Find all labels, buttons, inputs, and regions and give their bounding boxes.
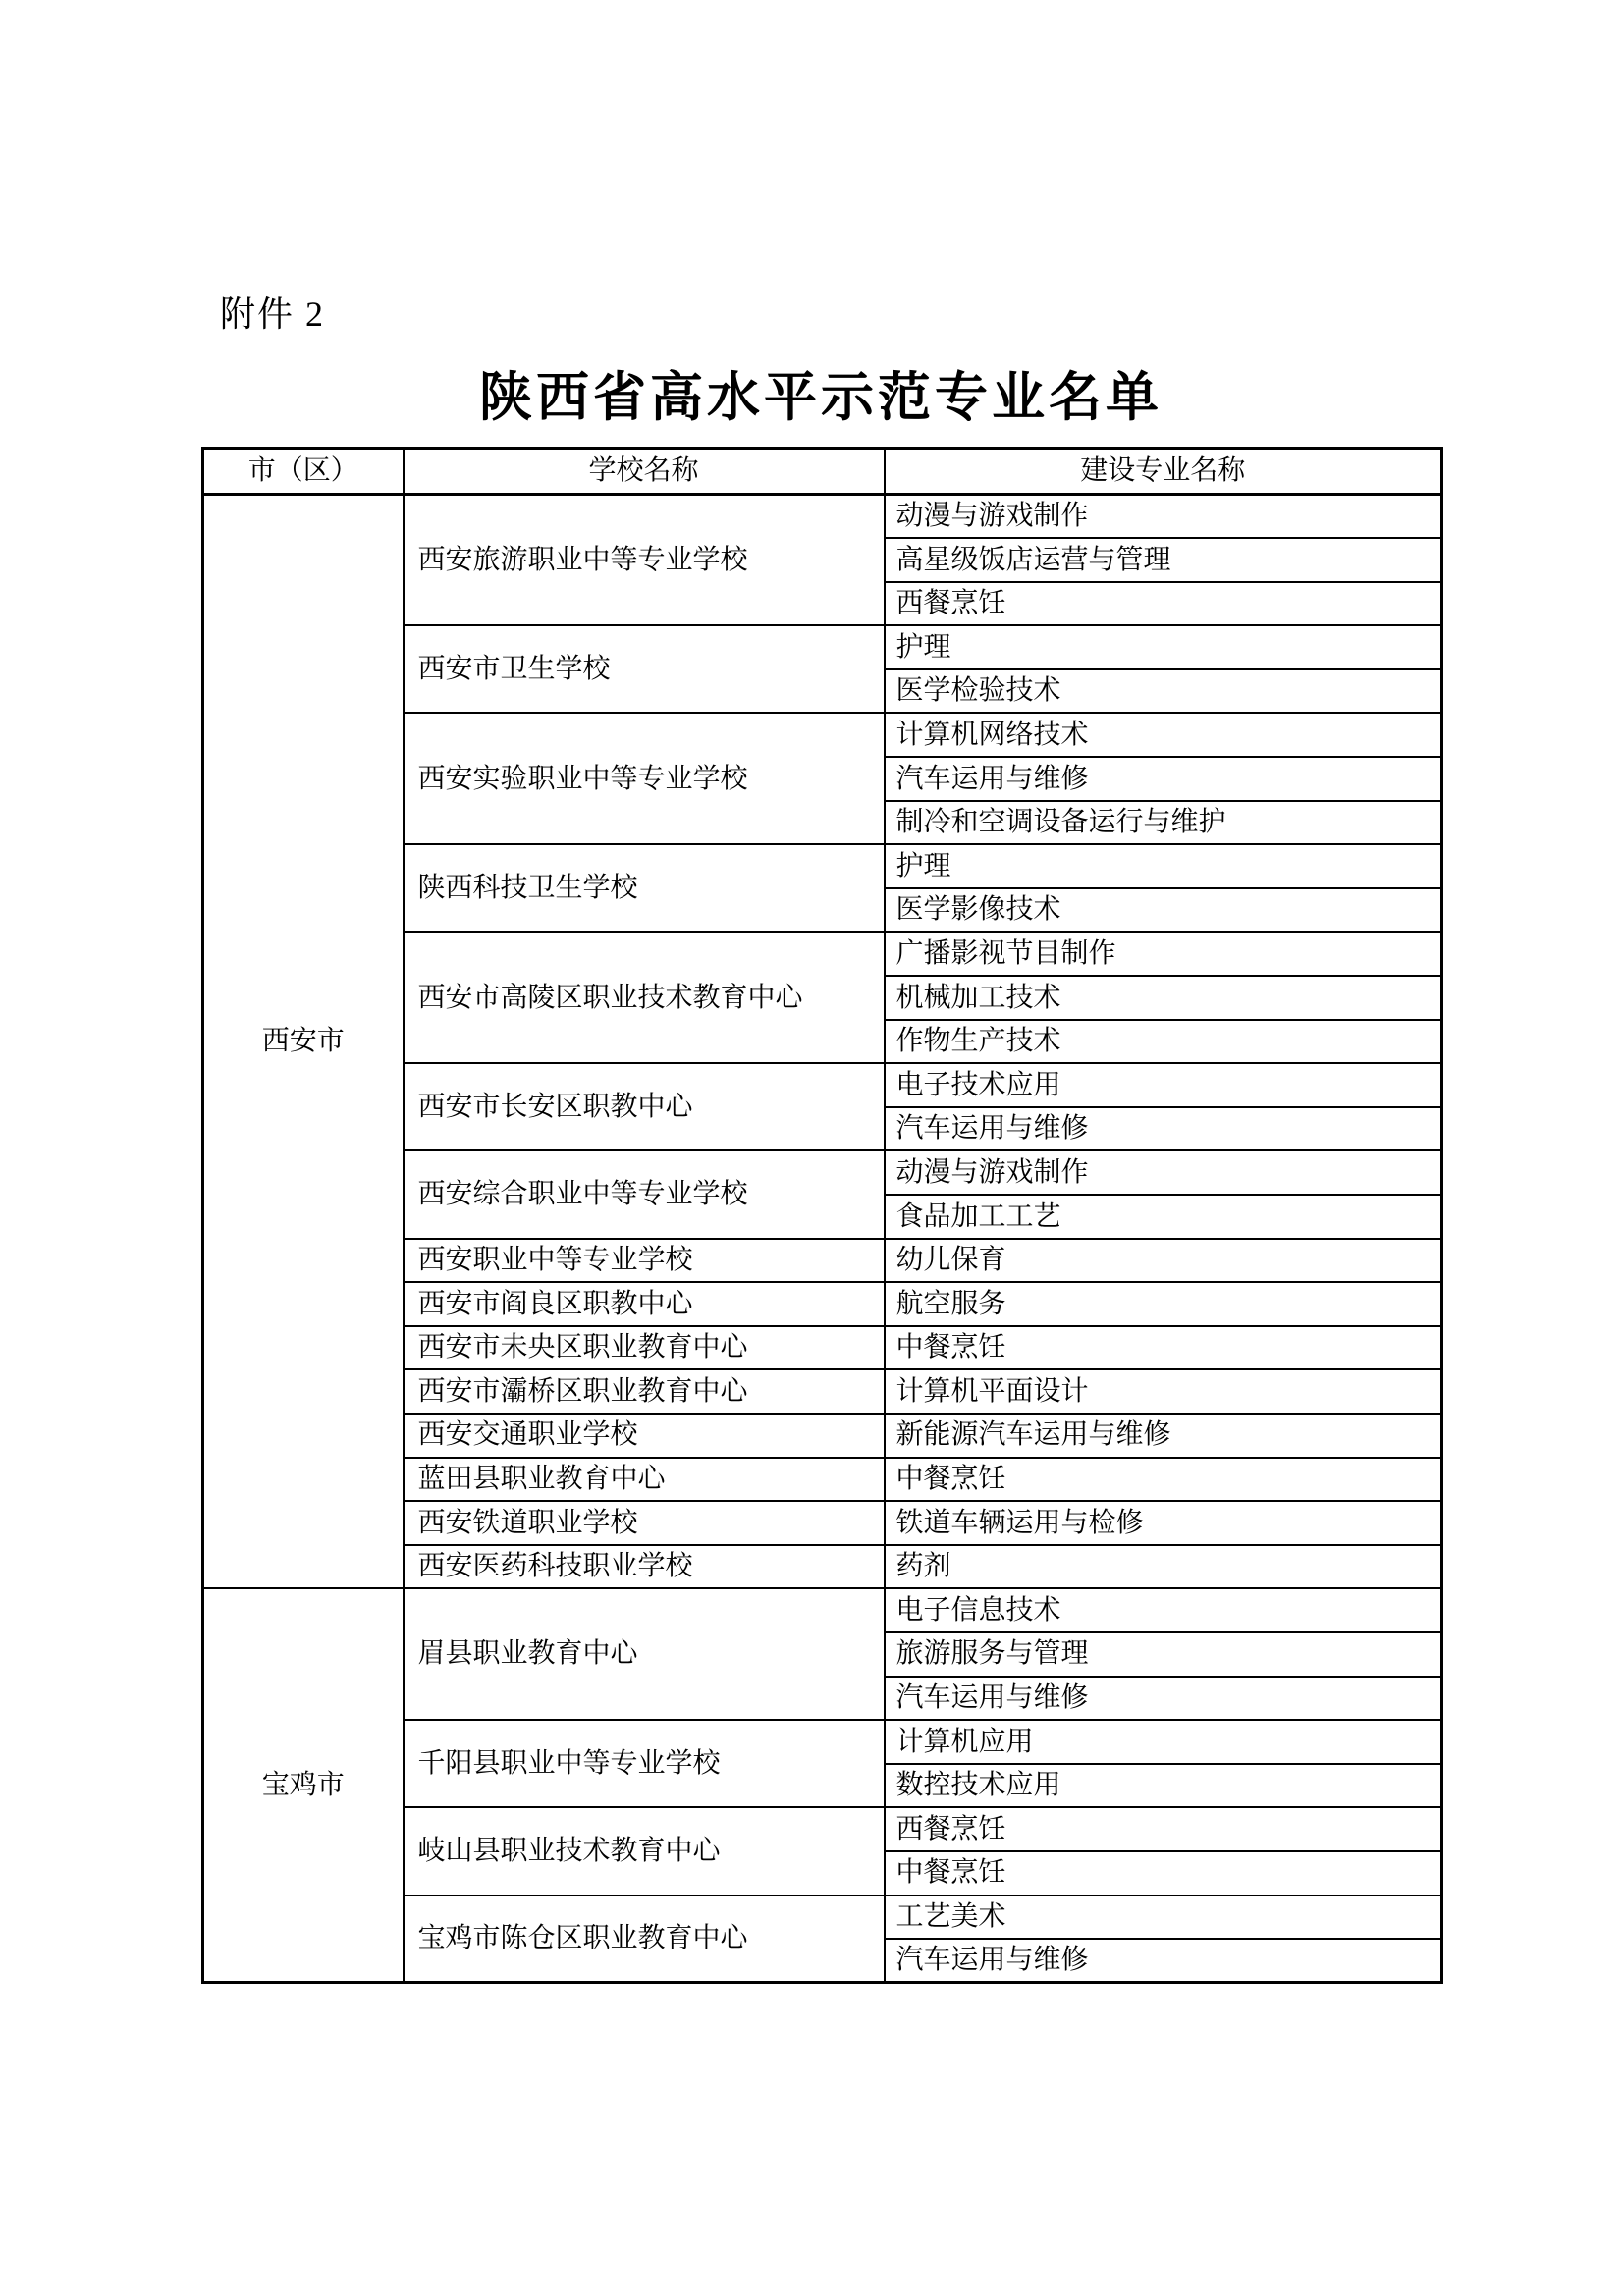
school-cell: 陕西科技卫生学校 <box>404 844 885 932</box>
page-title: 陕西省高水平示范专业名单 <box>479 368 1163 427</box>
major-cell: 电子信息技术 <box>885 1588 1442 1632</box>
major-cell: 中餐烹饪 <box>885 1851 1442 1896</box>
school-cell: 西安市卫生学校 <box>404 625 885 713</box>
major-cell: 广播影视节目制作 <box>885 932 1442 976</box>
school-cell: 千阳县职业中等专业学校 <box>404 1720 885 1807</box>
major-cell: 汽车运用与维修 <box>885 1677 1442 1721</box>
major-cell: 制冷和空调设备运行与维护 <box>885 801 1442 845</box>
col-header-city: 市（区） <box>203 449 404 495</box>
major-cell: 机械加工技术 <box>885 976 1442 1020</box>
major-cell: 电子技术应用 <box>885 1063 1442 1107</box>
major-cell: 药剂 <box>885 1545 1442 1589</box>
majors-table <box>201 447 1443 1984</box>
major-cell: 高星级饭店运营与管理 <box>885 538 1442 582</box>
city-cell: 西安市 <box>203 495 404 1589</box>
school-cell: 岐山县职业技术教育中心 <box>404 1807 885 1895</box>
school-cell: 西安市长安区职教中心 <box>404 1063 885 1150</box>
school-cell: 西安市未央区职业教育中心 <box>404 1326 885 1370</box>
table-row <box>203 1588 1442 1632</box>
major-cell: 护理 <box>885 625 1442 669</box>
major-cell: 动漫与游戏制作 <box>885 1150 1442 1195</box>
major-cell: 作物生产技术 <box>885 1020 1442 1064</box>
major-cell: 铁道车辆运用与检修 <box>885 1501 1442 1545</box>
major-cell: 汽车运用与维修 <box>885 1107 1442 1151</box>
major-cell: 西餐烹饪 <box>885 582 1442 626</box>
school-cell: 蓝田县职业教育中心 <box>404 1458 885 1502</box>
major-cell: 动漫与游戏制作 <box>885 495 1442 539</box>
table-header-row <box>203 449 1442 495</box>
major-cell: 航空服务 <box>885 1282 1442 1326</box>
major-cell: 汽车运用与维修 <box>885 1939 1442 1983</box>
school-cell: 西安职业中等专业学校 <box>404 1239 885 1283</box>
school-cell: 西安旅游职业中等专业学校 <box>404 495 885 626</box>
school-cell: 西安市灞桥区职业教育中心 <box>404 1369 885 1414</box>
major-cell: 数控技术应用 <box>885 1764 1442 1808</box>
school-cell: 宝鸡市陈仓区职业教育中心 <box>404 1896 885 1983</box>
major-cell: 汽车运用与维修 <box>885 757 1442 801</box>
major-cell: 计算机平面设计 <box>885 1369 1442 1414</box>
major-cell: 工艺美术 <box>885 1896 1442 1940</box>
school-cell: 西安交通职业学校 <box>404 1414 885 1458</box>
school-cell: 西安医药科技职业学校 <box>404 1545 885 1589</box>
school-cell: 西安铁道职业学校 <box>404 1501 885 1545</box>
attachment-label: 附件 2 <box>220 294 326 334</box>
major-cell: 护理 <box>885 844 1442 888</box>
col-header-school: 学校名称 <box>404 449 885 495</box>
major-cell: 医学检验技术 <box>885 669 1442 714</box>
major-cell: 中餐烹饪 <box>885 1458 1442 1502</box>
major-cell: 西餐烹饪 <box>885 1807 1442 1851</box>
school-cell: 西安综合职业中等专业学校 <box>404 1150 885 1238</box>
major-cell: 幼儿保育 <box>885 1239 1442 1283</box>
col-header-major: 建设专业名称 <box>885 449 1442 495</box>
major-cell: 计算机应用 <box>885 1720 1442 1764</box>
city-cell: 宝鸡市 <box>203 1588 404 1982</box>
major-cell: 医学影像技术 <box>885 888 1442 933</box>
major-cell: 新能源汽车运用与维修 <box>885 1414 1442 1458</box>
major-cell: 食品加工工艺 <box>885 1195 1442 1239</box>
major-cell: 旅游服务与管理 <box>885 1632 1442 1677</box>
table-row <box>203 495 1442 539</box>
major-cell: 中餐烹饪 <box>885 1326 1442 1370</box>
major-cell: 计算机网络技术 <box>885 713 1442 757</box>
school-cell: 西安市阎良区职教中心 <box>404 1282 885 1326</box>
school-cell: 眉县职业教育中心 <box>404 1588 885 1720</box>
school-cell: 西安实验职业中等专业学校 <box>404 713 885 844</box>
school-cell: 西安市高陵区职业技术教育中心 <box>404 932 885 1063</box>
